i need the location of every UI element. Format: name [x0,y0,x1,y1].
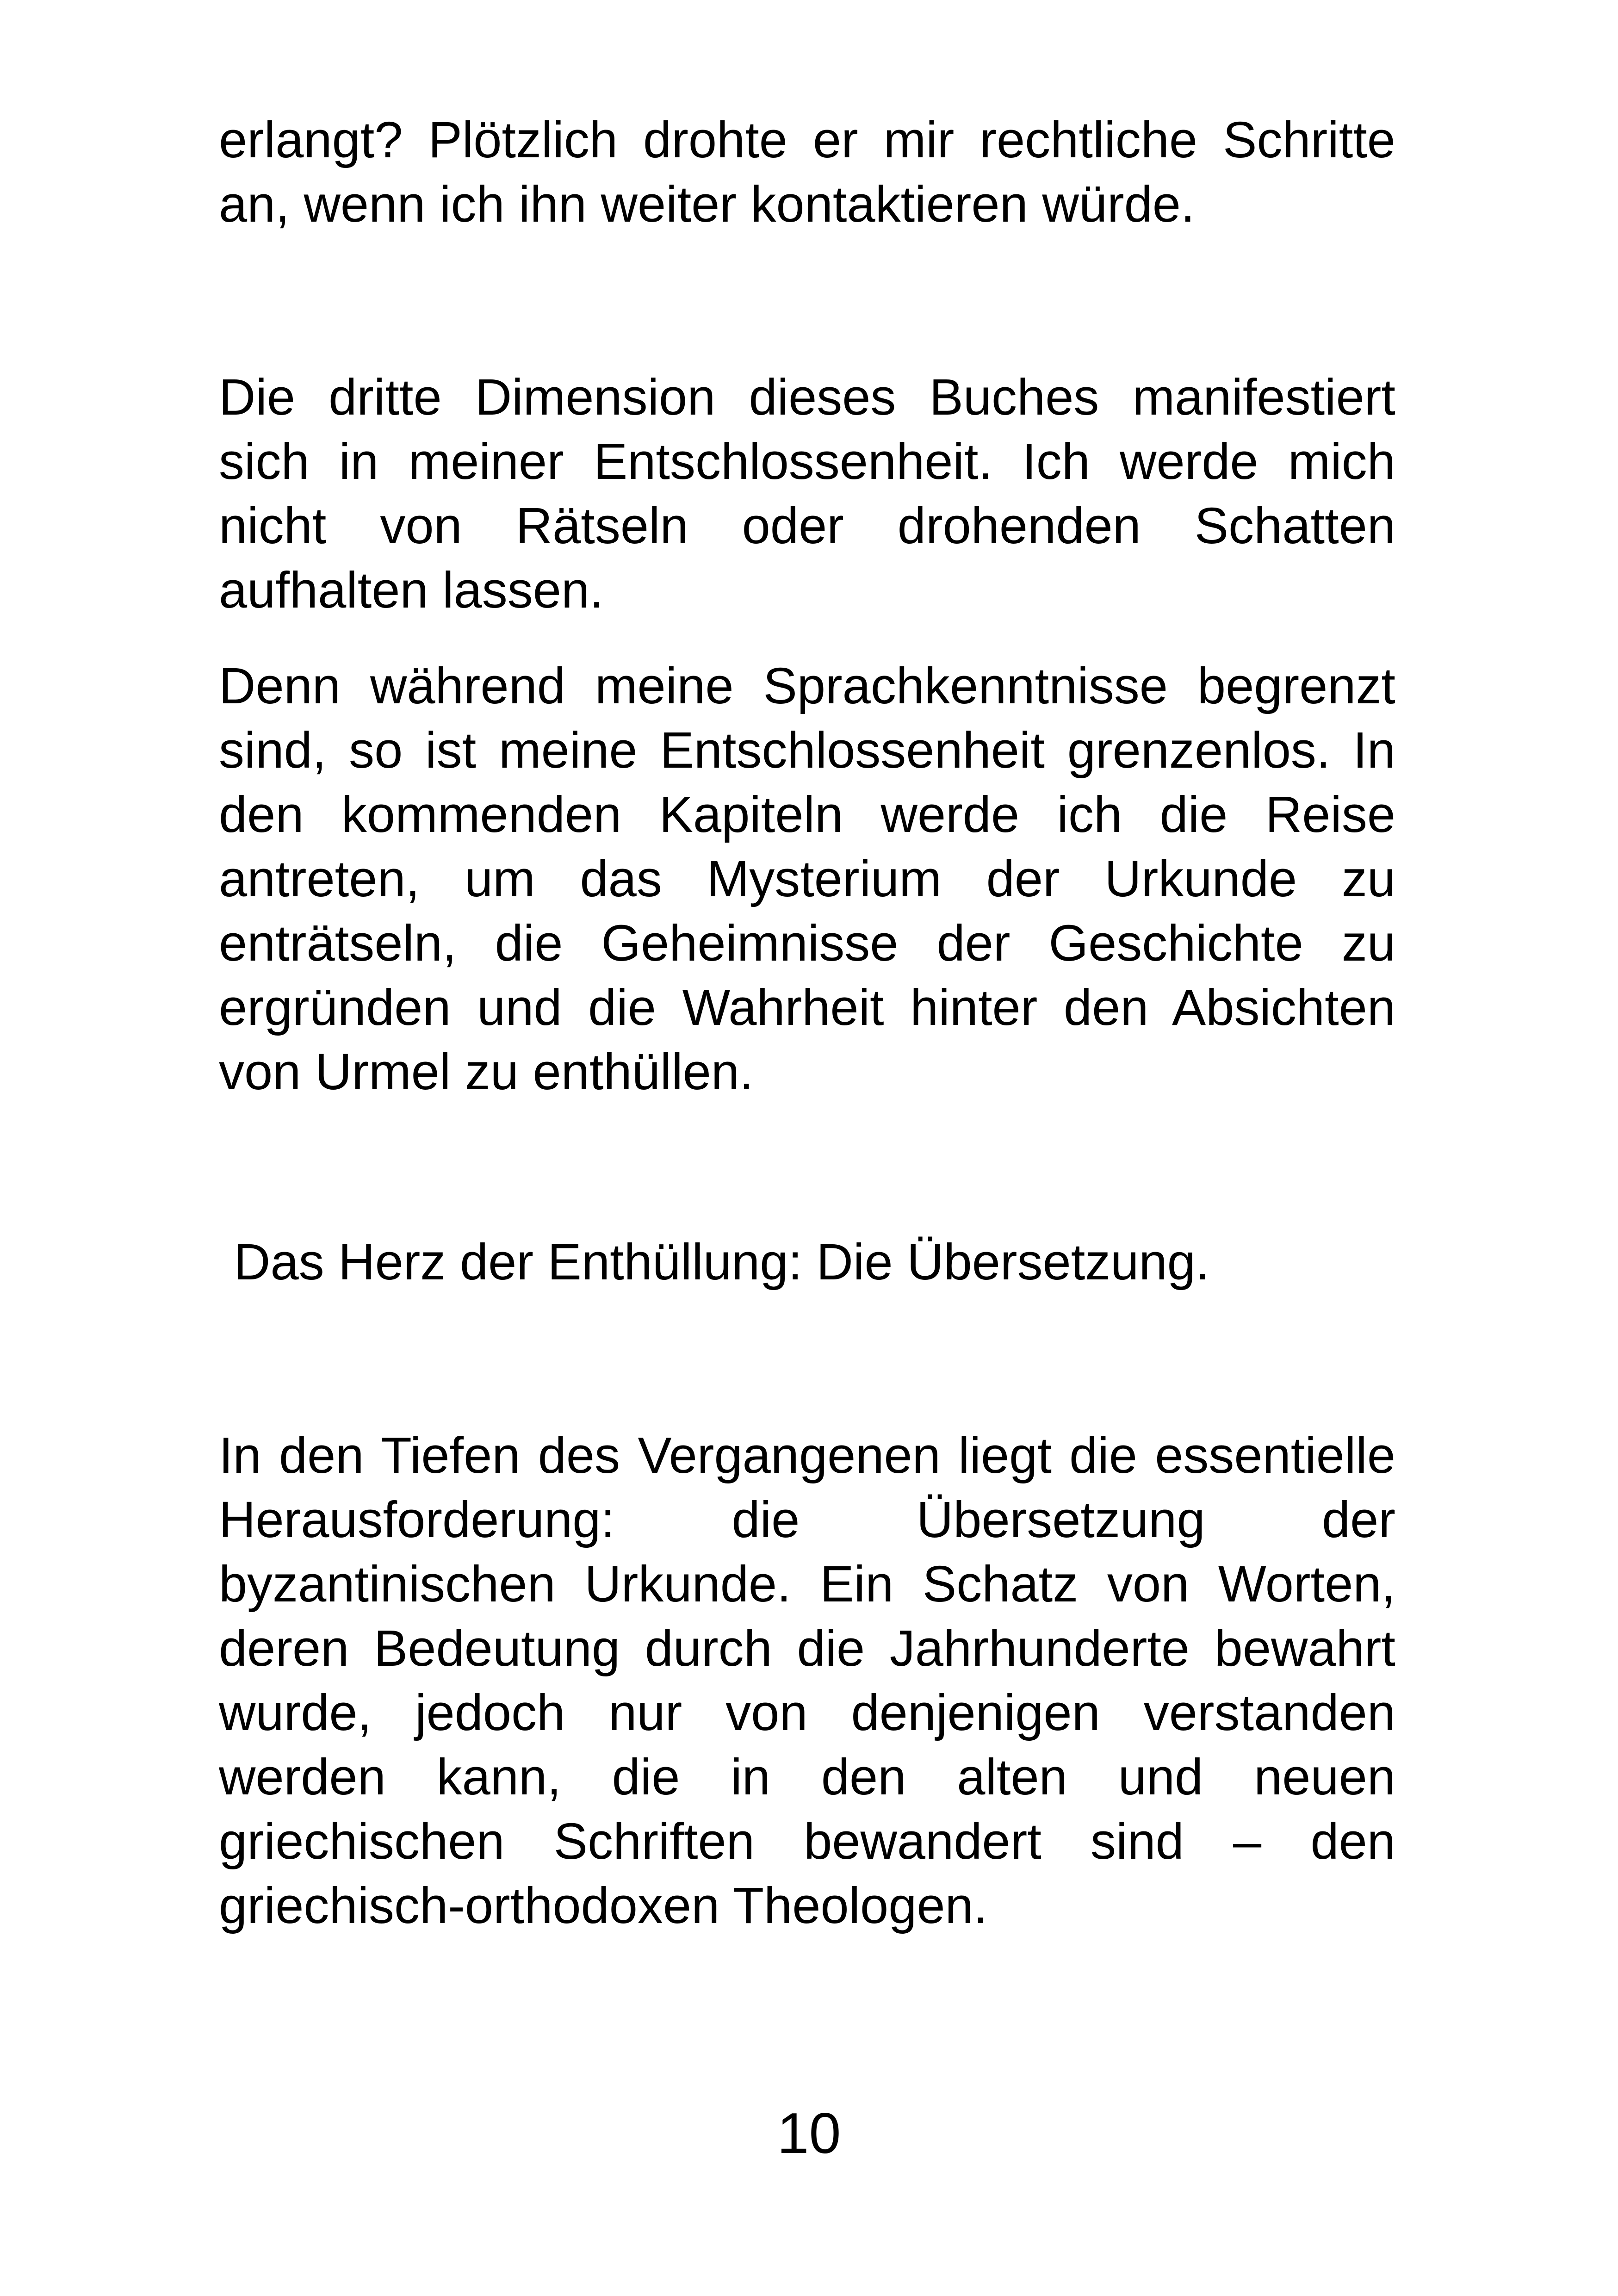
paragraph-translation: In den Tiefen des Vergangenen liegt die essentielle Herausforderung: die Übersetzung der byzantinischen Urkunde. Ein Schatz von Worten, deren Bedeutung durch die Jahrhunderte bewahrt wurde, jedoch nur von denjenigen verstanden werden kann, die in den alten und neuen griechischen Schriften bewandert sind – den griechisch-orthodoxen Theologen. [219,1427,1395,1934]
page-number: 10 [777,2102,841,2166]
paragraph-intro: erlangt? Plötzlich drohte er mir rechtliche Schritte an, wenn ich ihn weiter kontaktieren würde. [219,112,1395,233]
paragraph-third-dimension: Die dritte Dimension dieses Buches manifestiert sich in meiner Entschlossenheit. Ich werde mich nicht von Rätseln oder drohenden Schatten aufhalten lassen. [219,369,1395,619]
paragraph-determination: Denn während meine Sprachkenntnisse begrenzt sind, so ist meine Entschlossenheit grenzenlos. In den kommenden Kapiteln werde ich die Reise antreten, um das Mysterium der Urkunde zu enträtseln, die Geheimnisse der Geschichte zu ergründen und die Wahrheit hinter den Absichten von Urmel zu enthüllen. [219,658,1395,1100]
section-heading: Das Herz der Enthüllung: Die Übersetzung. [234,1234,1210,1291]
